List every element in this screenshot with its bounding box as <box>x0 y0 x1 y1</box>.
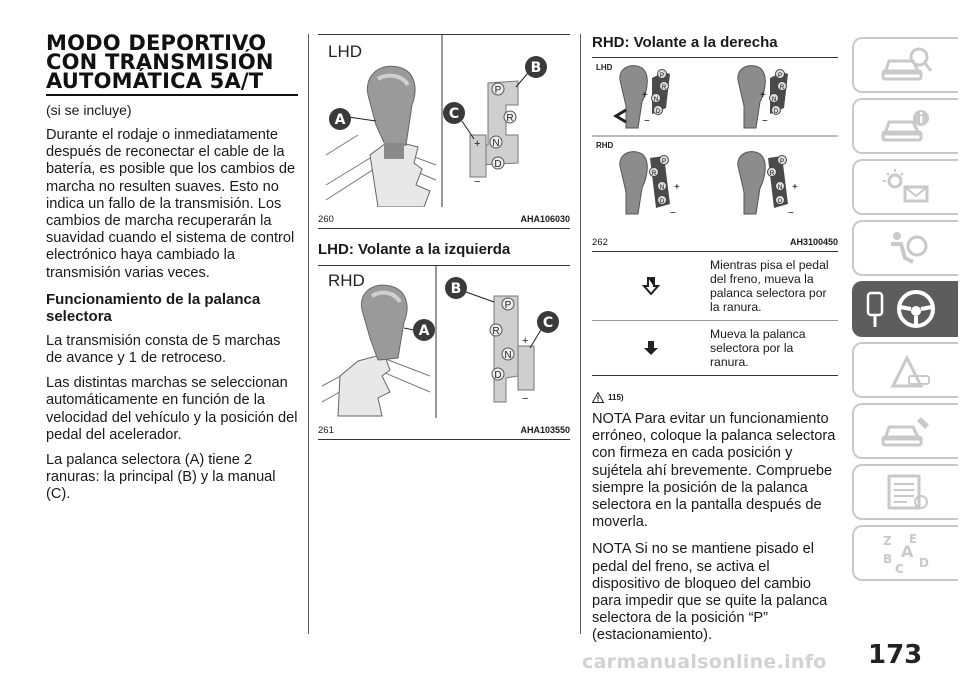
svg-text:N: N <box>504 350 512 361</box>
figure-260 <box>318 34 570 229</box>
figure-261 <box>318 265 570 440</box>
svg-text:+: + <box>642 90 648 101</box>
svg-text:E: E <box>909 532 918 546</box>
svg-text:D: D <box>659 199 665 205</box>
svg-text:R: R <box>492 326 500 337</box>
lhd-heading: LHD: Volante a la izquierda <box>318 241 511 258</box>
lhd-shifter-illustration <box>318 35 570 207</box>
callout-a: A <box>334 112 346 128</box>
svg-text:+: + <box>792 182 798 193</box>
svg-text:RHD: RHD <box>596 141 614 150</box>
arrow-legend <box>592 252 838 376</box>
car-search-icon <box>879 45 933 85</box>
figure-262-caption: 262 AH3100450 <box>592 237 838 248</box>
subheading: Funcionamiento de la palanca selectora <box>46 290 261 325</box>
svg-text:D: D <box>777 199 783 205</box>
gears-paragraph: La transmisión consta de 5 marchas de avance y 1 de retroceso. <box>46 332 281 367</box>
rhd-heading: RHD: Volante a la derecha <box>592 34 778 51</box>
svg-text:+: + <box>760 90 766 101</box>
move-arrow-icon <box>592 340 710 356</box>
svg-text:D: D <box>773 109 779 115</box>
svg-text:R: R <box>779 85 785 91</box>
svg-text:D: D <box>494 159 502 170</box>
callout-a: A <box>418 323 430 339</box>
lhd-pattern-1 <box>616 66 670 128</box>
svg-text:D: D <box>494 370 502 381</box>
svg-text:P: P <box>661 159 667 165</box>
tab-car-search[interactable] <box>852 37 958 93</box>
car-info-icon <box>879 106 933 146</box>
tab-steering-wheel-key[interactable] <box>852 281 958 337</box>
rhd-pattern-2 <box>738 152 798 219</box>
lever-paragraph: La palanca selectora (A) tiene 2 ranuras: la principal (B) y la manual (C). <box>46 452 276 503</box>
svg-text:D: D <box>919 556 929 570</box>
chapter-tabs <box>852 37 960 586</box>
svg-text:+: + <box>522 335 529 347</box>
text-column-1 <box>46 31 298 504</box>
column-separator <box>308 34 309 634</box>
legend-row: Mientras pisa el pedal del freno, mueva la palanca selectora por la ranura. <box>592 252 838 320</box>
shift-pattern-illustration <box>592 58 838 230</box>
rhd-shifter-illustration <box>318 266 570 418</box>
svg-text:N: N <box>777 185 783 191</box>
figure-column <box>318 34 570 440</box>
airbag-icon <box>879 228 933 268</box>
svg-text:+: + <box>474 138 481 150</box>
alphabet-index-icon <box>879 531 933 575</box>
figure-261-caption: 261 AHA103550 <box>318 425 570 436</box>
svg-text:B: B <box>883 552 893 566</box>
note-paragraph-2: NOTA Si no se mantiene pisado el pedal del freno, se activa el dispositivo de bloqueo del cambio para impedir que se quite la palanca selectora de la posición “P” (estacionamiento). <box>592 541 828 644</box>
svg-text:N: N <box>653 97 659 103</box>
figure-260-caption: 260 AHA106030 <box>318 214 570 225</box>
svg-text:−: − <box>788 208 794 219</box>
page-number: 173 <box>868 640 923 670</box>
svg-text:Z: Z <box>883 534 892 548</box>
svg-text:N: N <box>492 138 500 149</box>
svg-text:N: N <box>771 97 777 103</box>
svg-text:LHD: LHD <box>596 63 613 72</box>
column-separator <box>580 34 581 634</box>
svg-text:R: R <box>506 113 514 124</box>
tab-dashboard-lights[interactable] <box>852 159 958 215</box>
tab-alphabet-index[interactable] <box>852 525 958 581</box>
lhd-pattern-2 <box>738 66 788 128</box>
svg-text:R: R <box>661 85 667 91</box>
tab-car-info[interactable] <box>852 98 958 154</box>
svg-text:N: N <box>659 185 665 191</box>
dashboard-lights-icon <box>879 167 933 207</box>
tab-airbag[interactable] <box>852 220 958 276</box>
svg-text:A: A <box>901 542 914 561</box>
subnote: (si se incluye) <box>46 102 132 118</box>
callout-c: C <box>448 106 460 122</box>
svg-text:C: C <box>895 562 904 575</box>
svg-text:−: − <box>762 116 768 127</box>
title-rule <box>46 94 298 96</box>
warning-triangle-icon <box>592 392 604 403</box>
svg-text:P: P <box>777 73 783 79</box>
steering-wheel-key-icon <box>866 287 946 331</box>
tab-car-service[interactable] <box>852 403 958 459</box>
svg-text:P: P <box>494 85 502 96</box>
svg-text:P: P <box>659 73 665 79</box>
note-paragraph-1: NOTA Para evitar un funcionamiento erróneo, coloque la palanca selectora con firmeza en cada posición y sujétela ahí brevemente. Compruebe siempre la posición de la palanca selectora en la pantalla después de moverla. <box>592 411 836 531</box>
tab-spec-sheet[interactable] <box>852 464 958 520</box>
warning-reference: 115) <box>592 392 838 403</box>
auto-select-paragraph: Las distintas marchas se seleccionan automáticamente en función de la velocidad del vehículo y la posición del pedal del acelerador. <box>46 375 298 443</box>
svg-text:D: D <box>655 109 661 115</box>
rhd-pattern-1 <box>620 152 680 219</box>
callout-b: B <box>450 281 462 297</box>
svg-text:+: + <box>674 182 680 193</box>
callout-b: B <box>530 60 542 76</box>
figure-262 <box>592 57 838 252</box>
warning-triangle-car-icon <box>879 350 933 390</box>
watermark: carmanualsonline.info <box>582 651 827 673</box>
car-service-icon <box>879 411 933 451</box>
svg-text:R: R <box>651 171 657 177</box>
svg-text:P: P <box>504 300 512 311</box>
legend-row: Mueva la palanca selectora por la ranura. <box>592 320 838 375</box>
svg-text:R: R <box>769 171 775 177</box>
callout-c: C <box>542 315 554 331</box>
svg-text:−: − <box>670 208 676 219</box>
lhd-label: LHD <box>328 42 363 61</box>
spec-sheet-icon <box>879 472 933 512</box>
press-brake-arrow-icon <box>592 277 710 295</box>
svg-text:−: − <box>522 393 529 405</box>
text-column-3 <box>592 34 838 645</box>
svg-text:P: P <box>779 159 785 165</box>
section-title: MODO DEPORTIVO CON TRANSMISIÓN AUTOMÁTICA 5A/T <box>46 31 274 93</box>
intro-paragraph: Durante el rodaje o inmediatamente después de reconectar el cable de la batería, es posible que los cambios de marcha no resulten suaves. Esto no indica un fallo de la transmisión. Los cambios de marcha recuperarán la suavidad cuando el sistema de control electrónico haya cambiado la transmisión varias veces. <box>46 127 296 281</box>
svg-text:−: − <box>644 116 650 127</box>
tab-warning-triangle-car[interactable] <box>852 342 958 398</box>
svg-text:−: − <box>474 176 481 188</box>
rhd-label: RHD <box>328 271 365 290</box>
